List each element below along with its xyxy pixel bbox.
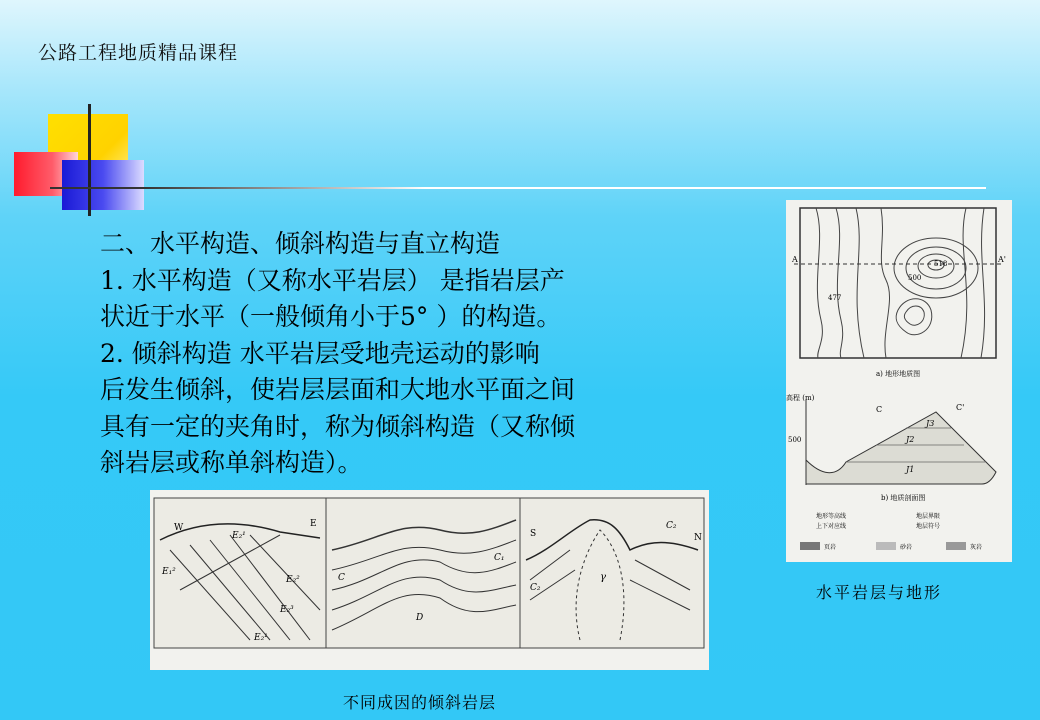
layer-label: J2 <box>906 435 915 444</box>
map-edge-label: A <box>792 255 798 264</box>
panel3-label: N <box>694 533 702 543</box>
decor-horizontal-line <box>50 187 986 189</box>
section-sublabel: b) 地质剖面图 <box>881 494 926 502</box>
panel1-label: E <box>310 519 317 529</box>
map-sublabel: a) 地形地质图 <box>876 370 921 378</box>
contour-label: 477 <box>828 294 842 302</box>
legend-item: 地形等高线 <box>816 513 847 520</box>
body-line: 具有一定的夹角时，称为倾斜构造（又称倾 <box>100 411 576 441</box>
decor-vertical-line <box>88 104 91 216</box>
body-line: 后发生倾斜，使岩层层面和大地水平面之间 <box>100 375 576 404</box>
panel1-label: E₁² <box>162 567 176 577</box>
body-text <box>100 226 720 482</box>
inclined-strata-figure <box>150 490 709 670</box>
map-edge-label: A' <box>998 255 1006 264</box>
panel3-label: S <box>530 529 537 539</box>
legend-item: 页岩 <box>824 544 837 551</box>
legend-swatch <box>876 542 896 550</box>
panel1-label: E₂¹ <box>254 633 268 643</box>
figure-bottom-caption: 不同成因的倾斜岩层 <box>343 693 497 712</box>
horizontal-strata-figure <box>786 200 1012 562</box>
panel1-label: E₂² <box>286 575 300 585</box>
panel1-label: W <box>174 523 184 533</box>
section-heading: 二、水平构造、倾斜构造与直立构造 <box>100 229 501 258</box>
course-title: 公路工程地质精品课程 <box>38 42 239 64</box>
inclined-strata-drawing <box>150 490 709 670</box>
panel3-label: γ <box>600 572 606 583</box>
horizontal-strata-drawing <box>786 200 1012 562</box>
layer-label: C' <box>956 403 965 412</box>
layer-label: J1 <box>906 465 915 474</box>
legend-item: 地层符号 <box>916 523 941 530</box>
elevation-axis-label: 高程 (m) <box>786 394 815 402</box>
panel3-label: C₂ <box>666 521 677 531</box>
elevation-tick: 500 <box>788 436 802 444</box>
panel2-label: C <box>338 573 345 583</box>
legend-item: 上下对应线 <box>816 523 847 530</box>
legend-item: 地层界限 <box>916 513 941 520</box>
layer-label: J3 <box>926 419 935 428</box>
body-line: 斜岩层或称单斜构造）。 <box>100 448 363 477</box>
legend-swatch <box>946 542 966 550</box>
panel1-label: E₂³ <box>280 605 294 615</box>
panel3-label: C₂ <box>530 583 541 593</box>
body-line: 1. 水平构造（又称水平岩层） 是指岩层产 <box>100 265 565 295</box>
contour-label: 518 <box>934 260 948 268</box>
legend-item: 灰岩 <box>970 544 983 551</box>
legend-item: 砂岩 <box>900 544 913 551</box>
contour-label: 500 <box>908 274 922 282</box>
figure-right-caption: 水平岩层与地形 <box>816 583 943 602</box>
panel2-label: C₁ <box>494 553 505 563</box>
panel2-label: D <box>416 613 424 623</box>
legend-swatch <box>800 542 820 550</box>
body-line: 2. 倾斜构造 水平岩层受地壳运动的影响 <box>100 338 540 368</box>
layer-label: C <box>876 405 883 414</box>
body-line: 状近于水平（一般倾角小于5° ）的构造。 <box>100 302 562 331</box>
decor-blue-square <box>62 160 144 210</box>
panel1-label: E₂¹ <box>232 531 246 541</box>
